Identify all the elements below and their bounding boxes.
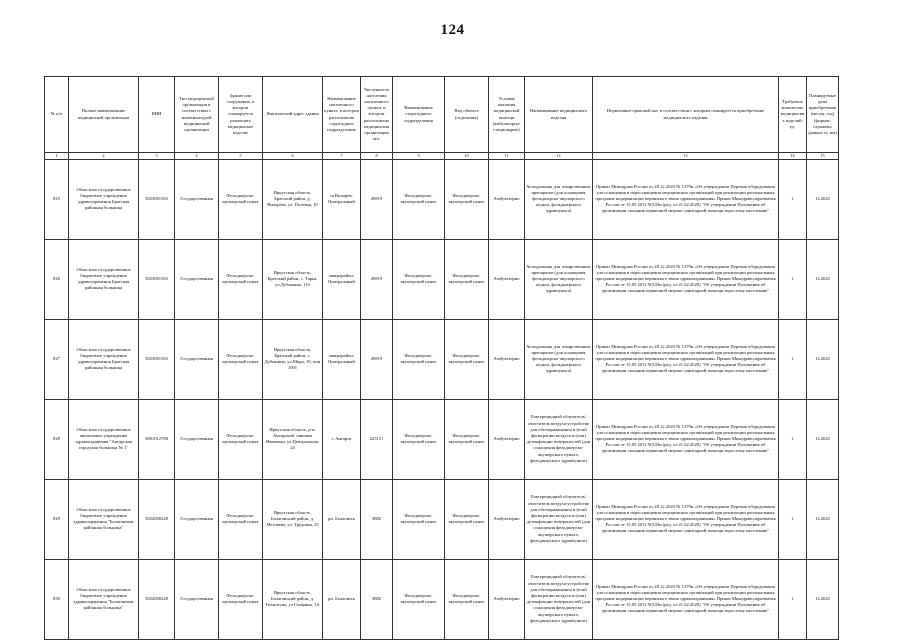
building-cell: Фельдшерско-акушерский пункт <box>219 399 263 479</box>
column-number: 3 <box>139 153 175 160</box>
column-number: 10 <box>445 153 489 160</box>
column-number: 5 <box>219 153 263 160</box>
building-cell: Фельдшерско-акушерский пункт <box>219 559 263 639</box>
address-cell: Иркутская область, Балаганский район, д. Метляева, ул. Трудовая, 25 <box>263 479 323 559</box>
conditions-cell: Амбулаторно <box>489 479 525 559</box>
column-header: Численность населения населенного пункта, в котором расположено медицинская организация чел. <box>361 77 393 153</box>
column-header: Тип медицинской организации в соответствии с номенклатурой медицинской организации <box>175 77 219 153</box>
quantity-cell: 1 <box>779 479 807 559</box>
column-number: 15 <box>807 153 839 160</box>
unit-cell: Фельдшерско-акушерский пункт <box>393 319 445 399</box>
population-cell: 49819 <box>361 319 393 399</box>
table-row <box>45 479 839 559</box>
unit-cell: Фельдшерско-акушерский пункт <box>393 559 445 639</box>
org-type: Государственная <box>175 479 219 559</box>
object-kind-cell: Фельдшерско-акушерский пункт <box>445 559 489 639</box>
unit-cell: Фельдшерско-акушерский пункт <box>393 239 445 319</box>
row-number: 826 <box>45 239 69 319</box>
conditions-cell: Амбулаторно <box>489 399 525 479</box>
conditions-cell: Амбулаторно <box>489 239 525 319</box>
legal-act-cell: Приказ Минздрава России от 28.12.2020 № 1379н «Об утверждении Перечня оборудования для оснащения и переоснащения медицинских организаций при реализации региональных программ модернизации первичного звена здравоохранения» Приказ Минздравсоцразвития России от 15.05.2012 №543н (ред. от 21.02.2020) "Об утверждении Положения об организации оказания первичной медико-санитарной помощи взрослому населению" <box>593 559 779 639</box>
column-header: Планируемые даты приобретения (месяц, год) (формат: отражено данных гг, мм) <box>807 77 839 153</box>
unit-cell: Фельдшерско-акушерский пункт <box>393 159 445 239</box>
purchase-date-cell: 12.2022 <box>807 559 839 639</box>
column-header: Наименование структурного подразделения <box>393 77 445 153</box>
table-row <box>45 399 839 479</box>
building-cell: Фельдшерско-акушерский пункт <box>219 319 263 399</box>
unit-cell: Фельдшерско-акушерский пункт <box>393 479 445 559</box>
inn-cell: 3822000249 <box>139 559 175 639</box>
device-cell: Холодильник для лекарственных препаратов (для оснащения фельдшерско-акушерского пункта, фельдшерского здравпункта) <box>525 159 593 239</box>
column-number: 13 <box>593 153 779 160</box>
column-number-row <box>45 153 839 160</box>
table-row <box>45 239 839 319</box>
column-number: 11 <box>489 153 525 160</box>
building-cell: Фельдшерско-акушерский пункт <box>219 479 263 559</box>
column-number: 6 <box>263 153 323 160</box>
device-cell: Бактерицидный облучатель/очиститель воздуха/устройство для обеззараживания и (или) фильтрации воздуха и (или) дезинфекции поверхностей (для оснащения фельдшерско-акушерского пункта, фельдшерского здравпункта) <box>525 479 593 559</box>
legal-act-cell: Приказ Минздрава России от 28.12.2020 № 1379н «Об утверждении Перечня оборудования для оснащения и переоснащения медицинских организаций при реализации региональных программ модернизации первичного звена здравоохранения» Приказ Минздравсоцразвития России от 15.05.2012 №543н (ред. от 21.02.2020) "Об утверждении Положения об организации оказания первичной медико-санитарной помощи взрослому населению" <box>593 479 779 559</box>
column-number: 9 <box>393 153 445 160</box>
column-header: Наименование медицинского изделия <box>525 77 593 153</box>
quantity-cell: 1 <box>779 399 807 479</box>
object-kind-cell: Фельдшерско-акушерский пункт <box>445 239 489 319</box>
org-name: Областное государственное автономное учреждение здравоохранения "Ангарская городская больница № 1" <box>69 399 139 479</box>
table-row <box>45 159 839 239</box>
object-kind-cell: Фельдшерско-акушерский пункт <box>445 319 489 399</box>
object-kind-cell: Фельдшерско-акушерский пункт <box>445 479 489 559</box>
column-header: Полное наименование медицинской организации <box>69 77 139 153</box>
equipment-register-table <box>44 76 839 640</box>
inn-cell: 3822000249 <box>139 479 175 559</box>
building-cell: Фельдшерско-акушерский пункт <box>219 159 263 239</box>
settlement-cell: микрорайон, Центральный <box>323 239 361 319</box>
column-header: Требуемое количество медицинских изделий, ед. <box>779 77 807 153</box>
quantity-cell: 1 <box>779 559 807 639</box>
settlement-cell: микрорайон, Центральный <box>323 319 361 399</box>
settlement-cell: рп. Балаганск <box>323 559 361 639</box>
inn-cell: 3823001565 <box>139 239 175 319</box>
device-cell: Бактерицидный облучатель/очиститель воздуха/устройство для обеззараживания и (или) фильтрации воздуха и (или) дезинфекции поверхностей (для оснащения фельдшерско-акушерского пункта, фельдшерского здравпункта) <box>525 559 593 639</box>
org-type: Государственная <box>175 159 219 239</box>
purchase-date-cell: 12.2022 <box>807 319 839 399</box>
org-type: Государственная <box>175 239 219 319</box>
row-number: 827 <box>45 319 69 399</box>
inn-cell: 3801012780 <box>139 399 175 479</box>
population-cell: 49819 <box>361 159 393 239</box>
page-number: 124 <box>440 22 465 38</box>
population-cell: 49819 <box>361 239 393 319</box>
settlement-cell: рп. Балаганск <box>323 479 361 559</box>
address-cell: Иркутская область, Братский район, д. Вихорева, ул. Полевая, 10 <box>263 159 323 239</box>
quantity-cell: 1 <box>779 159 807 239</box>
inn-cell: 3823001565 <box>139 319 175 399</box>
column-number: 8 <box>361 153 393 160</box>
device-cell: Холодильник для лекарственных препаратов (для оснащения фельдшерско-акушерского пункта, фельдшерского здравпункта) <box>525 319 593 399</box>
row-number: 825 <box>45 159 69 239</box>
org-type: Государственная <box>175 559 219 639</box>
population-cell: 3882 <box>361 479 393 559</box>
table-row <box>45 319 839 399</box>
column-number: 7 <box>323 153 361 160</box>
org-name: Областное государственное бюджетное учреждение здравоохранения Братская районная больница <box>69 159 139 239</box>
device-cell: Холодильник для лекарственных препаратов (для оснащения фельдшерско-акушерского пункта, фельдшерского здравпункта) <box>525 239 593 319</box>
settlement-cell: ш.Вихорев, Центральный <box>323 159 361 239</box>
purchase-date-cell: 12.2022 <box>807 159 839 239</box>
legal-act-cell: Приказ Минздрава России от 28.12.2020 № 1379н «Об утверждении Перечня оборудования для оснащения и переоснащения медицинских организаций при реализации региональных программ модернизации первичного звена здравоохранения» Приказ Минздравсоцразвития России от 15.05.2012 №543н (ред. от 21.02.2020) "Об утверждении Положения об организации оказания первичной медико-санитарной помощи взрослому населению" <box>593 239 779 319</box>
conditions-cell: Амбулаторно <box>489 319 525 399</box>
column-number: 2 <box>69 153 139 160</box>
column-header: Здание или сооружение, в котором планируется размещать медицинское изделие <box>219 77 263 153</box>
purchase-date-cell: 12.2022 <box>807 399 839 479</box>
address-cell: Иркутская область, р-н. Ангарский, чиновка Ивановка, ул.Центральная, 24 <box>263 399 323 479</box>
column-header: Фактический адрес здания <box>263 77 323 153</box>
org-type: Государственная <box>175 319 219 399</box>
conditions-cell: Амбулаторно <box>489 559 525 639</box>
legal-act-cell: Приказ Минздрава России от 28.12.2020 № 1379н «Об утверждении Перечня оборудования для оснащения и переоснащения медицинских организаций при реализации региональных программ модернизации первичного звена здравоохранения» Приказ Минздравсоцразвития России от 15.05.2012 №543н (ред. от 21.02.2020) "Об утверждении Положения об организации оказания первичной медико-санитарной помощи взрослому населению" <box>593 399 779 479</box>
header-row <box>45 77 839 153</box>
object-kind-cell: Фельдшерско-акушерский пункт <box>445 159 489 239</box>
object-kind-cell: Фельдшерско-акушерский пункт <box>445 399 489 479</box>
column-header: ИНН <box>139 77 175 153</box>
row-number: 830 <box>45 559 69 639</box>
population-cell: 225151 <box>361 399 393 479</box>
row-number: 829 <box>45 479 69 559</box>
legal-act-cell: Приказ Минздрава России от 28.12.2020 № 1379н «Об утверждении Перечня оборудования для оснащения и переоснащения медицинских организаций при реализации региональных программ модернизации первичного звена здравоохранения» Приказ Минздравсоцразвития России от 15.05.2012 №543н (ред. от 21.02.2020) "Об утверждении Положения об организации оказания первичной медико-санитарной помощи взрослому населению" <box>593 319 779 399</box>
address-cell: Иркутская область, Балаганский район, д. Тихилесна, ул.Гагарина, 1А <box>263 559 323 639</box>
org-name: Областное государственное бюджетное учреждение здравоохранения "Балаганская районная больница" <box>69 479 139 559</box>
org-name: Областное государственное бюджетное учреждение здравоохранения "Балаганская районная больница" <box>69 559 139 639</box>
column-header: Нормативно-правовой акт, в соответствии с которым планируется приобретение медицинского изделия <box>593 77 779 153</box>
column-header: Вид объекта (отделения) <box>445 77 489 153</box>
device-cell: Бактерицидный облучатель/очиститель воздуха/устройство для обеззараживания и (или) фильтрации воздуха и (или) дезинфекции поверхностей (для оснащения фельдшерско-акушерского пункта, фельдшерского здравпункта) <box>525 399 593 479</box>
column-header: № п/п <box>45 77 69 153</box>
building-cell: Фельдшерско-акушерский пункт <box>219 239 263 319</box>
quantity-cell: 1 <box>779 319 807 399</box>
org-type: Государственная <box>175 399 219 479</box>
quantity-cell: 1 <box>779 239 807 319</box>
org-name: Областное государственное бюджетное учреждение здравоохранения Братская районная больница <box>69 239 139 319</box>
column-number: 12 <box>525 153 593 160</box>
purchase-date-cell: 12.2022 <box>807 479 839 559</box>
column-header: Наименование населенного пункта, в котором расположено структурное подразделение <box>323 77 361 153</box>
purchase-date-cell: 12.2022 <box>807 239 839 319</box>
legal-act-cell: Приказ Минздрава России от 28.12.2020 № 1379н «Об утверждении Перечня оборудования для оснащения и переоснащения медицинских организаций при реализации региональных программ модернизации первичного звена здравоохранения» Приказ Минздравсоцразвития России от 15.05.2012 №543н (ред. от 21.02.2020) "Об утверждении Положения об организации оказания первичной медико-санитарной помощи взрослому населению" <box>593 159 779 239</box>
row-number: 828 <box>45 399 69 479</box>
address-cell: Иркутская область, Братский район, с. Тарья, ул.Дубынина, 11б <box>263 239 323 319</box>
column-number: 4 <box>175 153 219 160</box>
address-cell: Иркутская область, Братский район, с. Дубынино, ул.Мира, 10, пом 1001 <box>263 319 323 399</box>
table-row <box>45 559 839 639</box>
population-cell: 3882 <box>361 559 393 639</box>
column-number: 1 <box>45 153 69 160</box>
conditions-cell: Амбулаторно <box>489 159 525 239</box>
column-number: 14 <box>779 153 807 160</box>
settlement-cell: г. Ангарск <box>323 399 361 479</box>
unit-cell: Фельдшерско-акушерский пункт <box>393 399 445 479</box>
table-body <box>45 159 839 639</box>
inn-cell: 3823001565 <box>139 159 175 239</box>
org-name: Областное государственное бюджетное учреждение здравоохранения Братская районная больница <box>69 319 139 399</box>
column-header: Условия оказания медицинской помощи (амбулаторно/стационарно) <box>489 77 525 153</box>
